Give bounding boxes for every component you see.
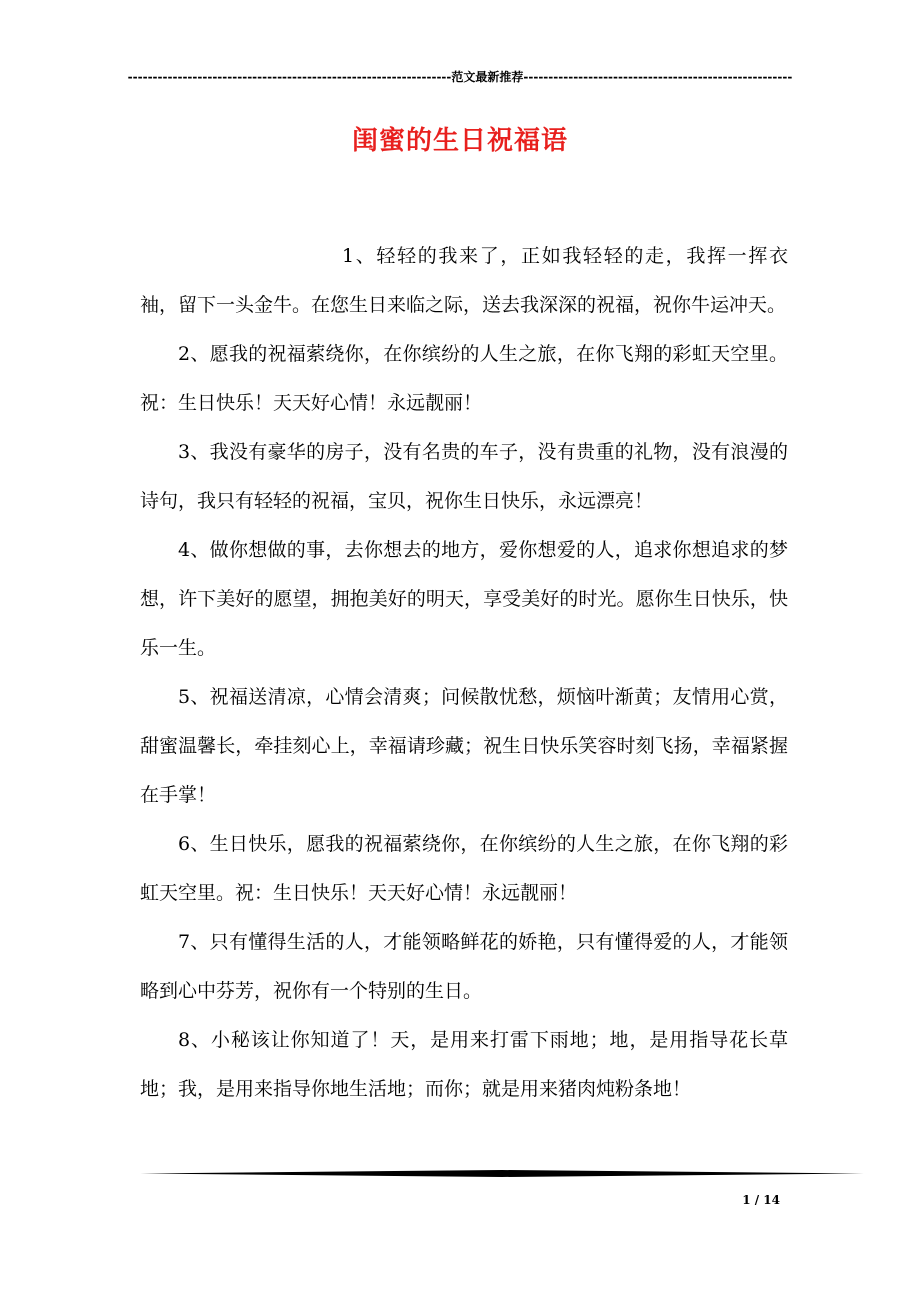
paragraph: 8、小秘该让你知道了！天，是用来打雷下雨地；地，是用指导花长草地；我，是用来指导你地生活地；而你；就是用来猪肉炖粉条地！ bbox=[140, 1029, 788, 1100]
document-body bbox=[140, 232, 788, 1114]
footer-divider bbox=[140, 1170, 864, 1177]
page-number: 1 / 14 bbox=[742, 1193, 780, 1207]
paragraph: 4、做你想做的事，去你想去的地方，爱你想爱的人，追求你想追求的梦想，许下美好的愿望，拥抱美好的明天，享受美好的时光。愿你生日快乐，快乐一生。 bbox=[140, 539, 788, 659]
page-header: -----------------------------------------------------------------范文最新推荐------------------------------------------------------ bbox=[127, 70, 793, 84]
document-title: 闺蜜的生日祝福语 bbox=[351, 126, 568, 156]
paragraph: 3、我没有豪华的房子，没有名贵的车子，没有贵重的礼物，没有浪漫的诗句，我只有轻轻的祝福，宝贝，祝你生日快乐，永远漂亮！ bbox=[140, 441, 788, 512]
paragraph: 2、愿我的祝福萦绕你，在你缤纷的人生之旅，在你飞翔的彩虹天空里。祝：生日快乐！天天好心情！永远靓丽！ bbox=[140, 343, 788, 414]
paragraph: 7、只有懂得生活的人，才能领略鲜花的娇艳，只有懂得爱的人，才能领略到心中芬芳，祝你有一个特别的生日。 bbox=[140, 931, 788, 1002]
paragraph: 6、生日快乐，愿我的祝福萦绕你，在你缤纷的人生之旅，在你飞翔的彩虹天空里。祝：生日快乐！天天好心情！永远靓丽！ bbox=[140, 833, 788, 904]
paragraph: 5、祝福送清凉，心情会清爽；问候散忧愁，烦恼叶渐黄；友情用心赏，甜蜜温馨长，牵挂刻心上，幸福请珍藏；祝生日快乐笑容时刻飞扬，幸福紧握在手掌！ bbox=[140, 686, 788, 806]
paragraph: 1、轻轻的我来了，正如我轻轻的走，我挥一挥衣袖，留下一头金牛。在您生日来临之际，送去我深深的祝福，祝你牛运冲天。 bbox=[140, 245, 788, 316]
